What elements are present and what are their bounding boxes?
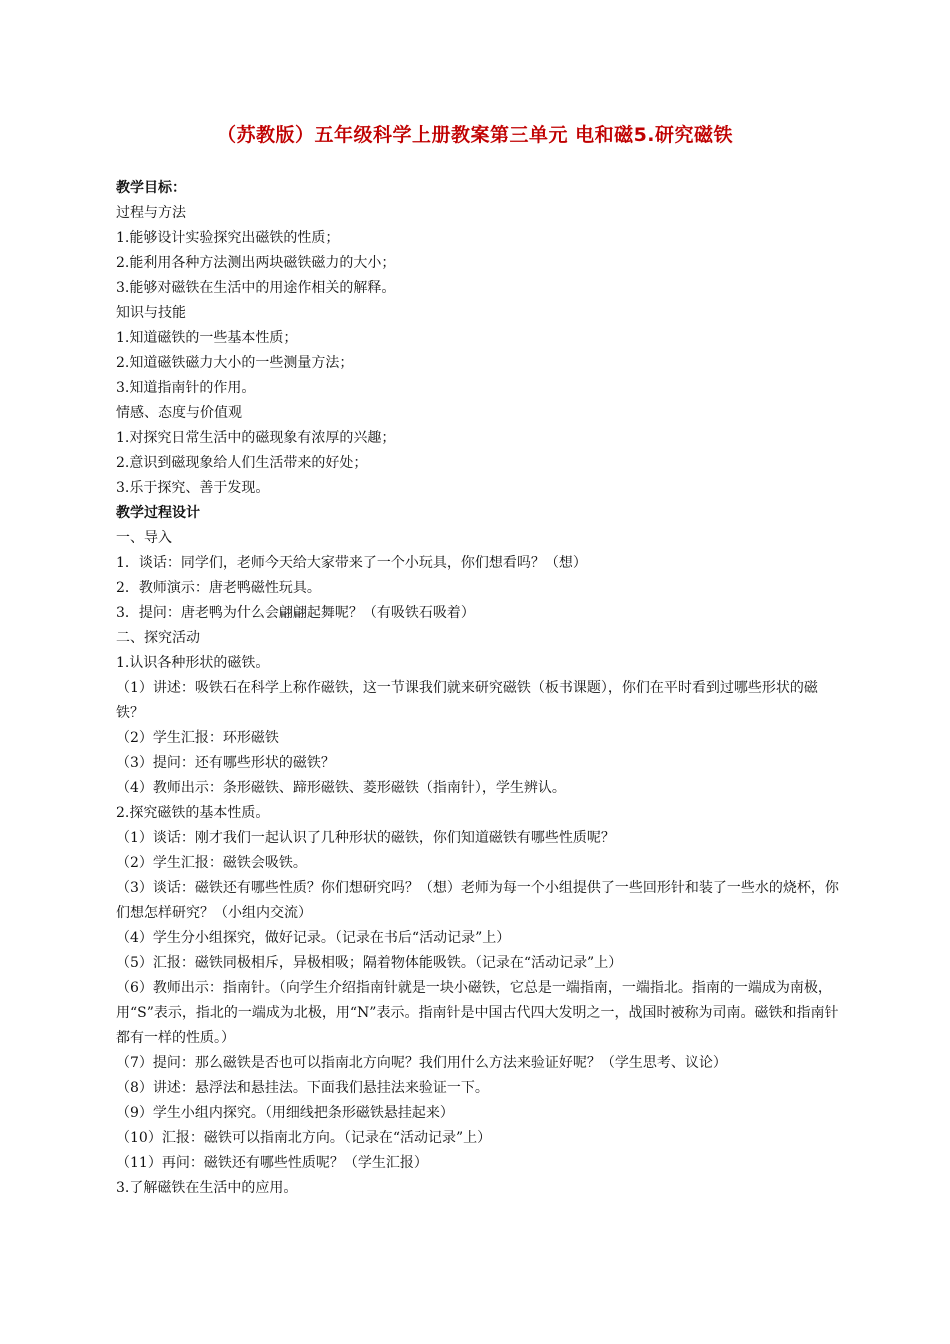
- paragraph-line: 2.探究磁铁的基本性质。: [116, 805, 270, 821]
- paragraph-line: （2）学生汇报：磁铁会吸铁。: [116, 855, 307, 871]
- paragraph-line: 1.知道磁铁的一些基本性质；: [116, 330, 298, 346]
- paragraph-line: 过程与方法: [116, 205, 186, 221]
- paragraph-line: 2.意识到磁现象给人们生活带来的好处；: [116, 455, 368, 471]
- paragraph-line: 1．谈话：同学们，老师今天给大家带来了一个小玩具，你们想看吗？（想）: [116, 555, 587, 571]
- paragraph-line: （3）谈话：磁铁还有哪些性质？你们想研究吗？（想）老师为每一个小组提供了一些回形针和装了一些水的烧杯，你们想怎样研究？（小组内交流）: [116, 880, 839, 921]
- paragraph-line: （5）汇报：磁铁同极相斥，异极相吸；隔着物体能吸铁。（记录在“活动记录”上）: [116, 955, 623, 971]
- paragraph-line: （4）学生分小组探究，做好记录。（记录在书后“活动记录”上）: [116, 930, 511, 946]
- paragraph-line: （8）讲述：悬浮法和悬挂法。下面我们悬挂法来验证一下。: [116, 1080, 489, 1096]
- paragraph-line: （4）教师出示：条形磁铁、蹄形磁铁、菱形磁铁（指南针），学生辨认。: [116, 780, 566, 796]
- paragraph-line: （11）再问：磁铁还有哪些性质呢？（学生汇报）: [116, 1155, 428, 1171]
- section-heading: 教学目标：: [116, 180, 186, 196]
- paragraph-line: 1.能够设计实验探究出磁铁的性质；: [116, 230, 340, 246]
- paragraph-line: 一、导入: [116, 530, 172, 546]
- paragraph-line: 2．教师演示：唐老鸭磁性玩具。: [116, 580, 321, 596]
- paragraph-line: 3.能够对磁铁在生活中的用途作相关的解释。: [116, 280, 396, 296]
- paragraph-line: 3.乐于探究、善于发现。: [116, 480, 270, 496]
- section-heading: 教学过程设计: [116, 505, 200, 521]
- paragraph-line: 3.了解磁铁在生活中的应用。: [116, 1180, 298, 1196]
- paragraph-line: 情感、态度与价值观: [116, 405, 242, 421]
- paragraph-line: 2.知道磁铁磁力大小的一些测量方法；: [116, 355, 354, 371]
- paragraph-line: （3）提问：还有哪些形状的磁铁？: [116, 755, 335, 771]
- document-body: [116, 176, 842, 1201]
- paragraph-line: 2.能利用各种方法测出两块磁铁磁力的大小；: [116, 255, 396, 271]
- paragraph-line: （2）学生汇报：环形磁铁: [116, 730, 279, 746]
- document-title: （苏教版）五年级科学上册教案第三单元 电和磁5.研究磁铁: [216, 124, 734, 146]
- paragraph-line: （9）学生小组内探究。（用细线把条形磁铁悬挂起来）: [116, 1105, 454, 1121]
- paragraph-line: 二、探究活动: [116, 630, 200, 646]
- paragraph-line: 3.知道指南针的作用。: [116, 380, 256, 396]
- paragraph-line: 1.认识各种形状的磁铁。: [116, 655, 270, 671]
- paragraph-line: 3．提问：唐老鸭为什么会翩翩起舞呢？（有吸铁石吸着）: [116, 605, 475, 621]
- paragraph-line: 1.对探究日常生活中的磁现象有浓厚的兴趣；: [116, 430, 396, 446]
- paragraph-line: （1）讲述：吸铁石在科学上称作磁铁，这一节课我们就来研究磁铁（板书课题），你们在平时看到过哪些形状的磁铁？: [116, 680, 818, 721]
- paragraph-line: （1）谈话：刚才我们一起认识了几种形状的磁铁，你们知道磁铁有哪些性质呢？: [116, 830, 615, 846]
- paragraph-line: （10）汇报：磁铁可以指南北方向。（记录在“活动记录”上）: [116, 1130, 492, 1146]
- paragraph-line: （7）提问：那么磁铁是否也可以指南北方向呢？我们用什么方法来验证好呢？（学生思考、议论）: [116, 1055, 727, 1071]
- paragraph-line: 知识与技能: [116, 305, 186, 321]
- paragraph-line: （6）教师出示：指南针。（向学生介绍指南针就是一块小磁铁，它总是一端指南，一端指北。指南的一端成为南极，用“S”表示，指北的一端成为北极，用“N”表示。指南针是中国古代四大发明之一，战国时被称为司南。磁铁和指南针都有一样的性质。）: [116, 980, 839, 1046]
